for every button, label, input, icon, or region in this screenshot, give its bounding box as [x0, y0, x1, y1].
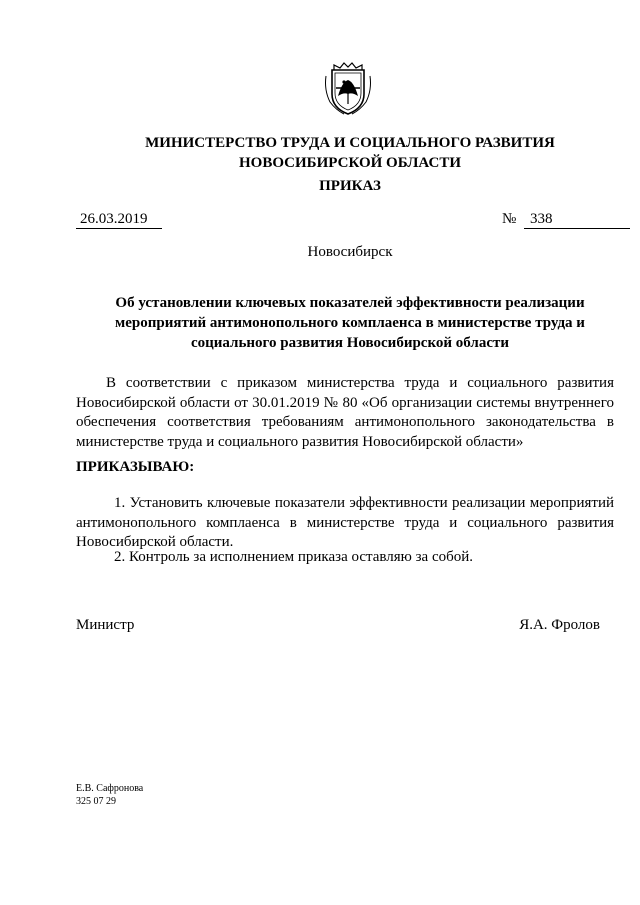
ministry-name-line1: МИНИСТЕРСТВО ТРУДА И СОЦИАЛЬНОГО РАЗВИТИЯ — [145, 135, 555, 151]
order-item-2: 2. Контроль за исполнением приказа оставляю за собой. — [114, 549, 474, 565]
document-number: 338 — [524, 210, 630, 229]
coat-of-arms-icon — [322, 60, 374, 116]
order-heading: ПРИКАЗЫВАЮ: — [76, 459, 195, 475]
signatory-position: Министр — [76, 617, 135, 633]
document-date: 26.03.2019 — [76, 210, 162, 229]
number-label: № — [502, 211, 517, 227]
ministry-name-line2: НОВОСИБИРСКОЙ ОБЛАСТИ — [238, 155, 462, 171]
document-type: ПРИКАЗ — [319, 178, 381, 194]
city: Новосибирск — [307, 244, 393, 260]
executor-name: Е.В. Сафронова — [76, 783, 144, 794]
executor-block — [76, 782, 143, 808]
executor-phone: 325 07 29 — [76, 796, 116, 807]
basis-paragraph: В соответствии с приказом министерства труда и социального развития Новосибирской области от 30.01.2019 № 80 «Об организации системы внутреннего обеспечения соответствия требованиям антимонопольного законодательства в министерстве труда и социального развития Новосибирской области» — [76, 375, 614, 450]
order-item-1: 1. Установить ключевые показатели эффективности реализации мероприятий антимонопольного комплаенса в министерстве труда и социального развития Новосибирской области. — [76, 495, 614, 550]
signatory-name: Я.А. Фролов — [519, 617, 600, 633]
document-subject: Об установлении ключевых показателей эффективности реализации мероприятий антимонопольного комплаенса в министерстве труда и социального развития Новосибирской области — [115, 295, 585, 351]
ministry-name — [0, 133, 640, 173]
